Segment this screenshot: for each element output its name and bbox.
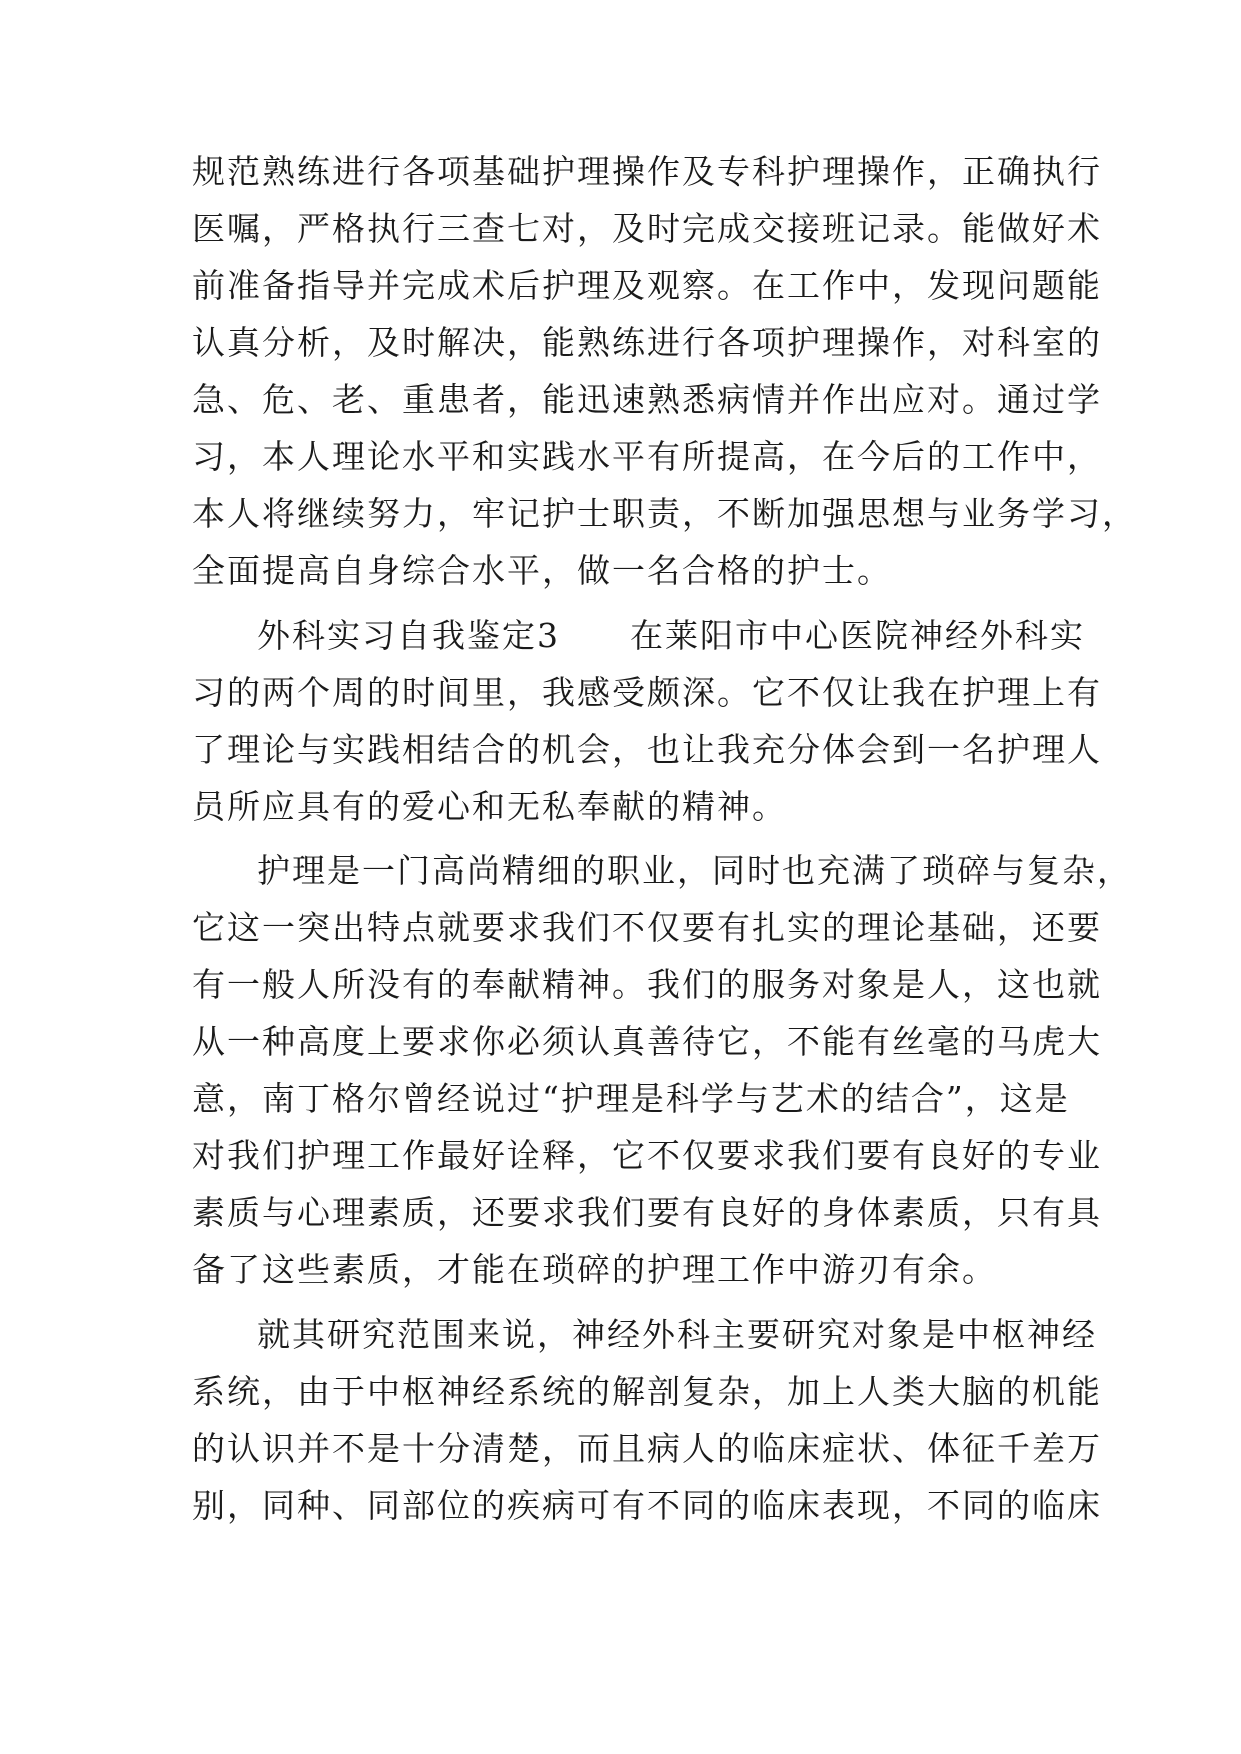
text-line: 对我们护理工作最好诠释，它不仅要求我们要有良好的专业 — [192, 1136, 1102, 1175]
text-line: 习的两个周的时间里，我感受颇深。它不仅让我在护理上有 — [192, 673, 1102, 712]
text-line: 医嘱，严格执行三查七对，及时完成交接班记录。能做好术 — [192, 209, 1102, 248]
text-line: 全面提高自身综合水平，做一名合格的护士。 — [192, 551, 892, 590]
text-line: 从一种高度上要求你必须认真善待它，不能有丝毫的马虎大 — [192, 1022, 1102, 1061]
text-line: 前准备指导并完成术后护理及观察。在工作中，发现问题能 — [192, 266, 1102, 305]
text-line: 认真分析，及时解决，能熟练进行各项护理操作，对科室的 — [192, 323, 1102, 362]
text-line: 的认识并不是十分清楚，而且病人的临床症状、体征千差万 — [192, 1429, 1102, 1468]
text-line: 意，南丁格尔曾经说过“护理是科学与艺术的结合”，这是 — [192, 1079, 1070, 1118]
text-line: 了理论与实践相结合的机会，也让我充分体会到一名护理人 — [192, 730, 1102, 769]
text-line: 它这一突出特点就要求我们不仅要有扎实的理论基础，还要 — [192, 908, 1102, 947]
paragraph-first-line: 就其研究范围来说，神经外科主要研究对象是中枢神经 — [257, 1315, 1097, 1354]
paragraph-first-line: 护理是一门高尚精细的职业，同时也充满了琐碎与复杂， — [257, 851, 1132, 890]
text-line: 规范熟练进行各项基础护理操作及专科护理操作，正确执行 — [192, 152, 1102, 191]
text-line: 本人将继续努力，牢记护士职责，不断加强思想与业务学习， — [192, 494, 1137, 533]
text-line: 有一般人所没有的奉献精神。我们的服务对象是人，这也就 — [192, 965, 1102, 1004]
text-line: 别，同种、同部位的疾病可有不同的临床表现，不同的临床 — [192, 1486, 1102, 1525]
text-line: 急、危、老、重患者，能迅速熟悉病情并作出应对。通过学 — [192, 380, 1102, 419]
text-line: 备了这些素质，才能在琐碎的护理工作中游刃有余。 — [192, 1250, 997, 1289]
text-line: 习，本人理论水平和实践水平有所提高，在今后的工作中， — [192, 437, 1102, 476]
text-line: 员所应具有的爱心和无私奉献的精神。 — [192, 787, 787, 826]
text-line: 素质与心理素质，还要求我们要有良好的身体素质，只有具 — [192, 1193, 1102, 1232]
section-heading-line: 外科实习自我鉴定3 在莱阳市中心医院神经外科实 — [257, 616, 1085, 655]
text-line: 系统，由于中枢神经系统的解剖复杂，加上人类大脑的机能 — [192, 1372, 1102, 1411]
